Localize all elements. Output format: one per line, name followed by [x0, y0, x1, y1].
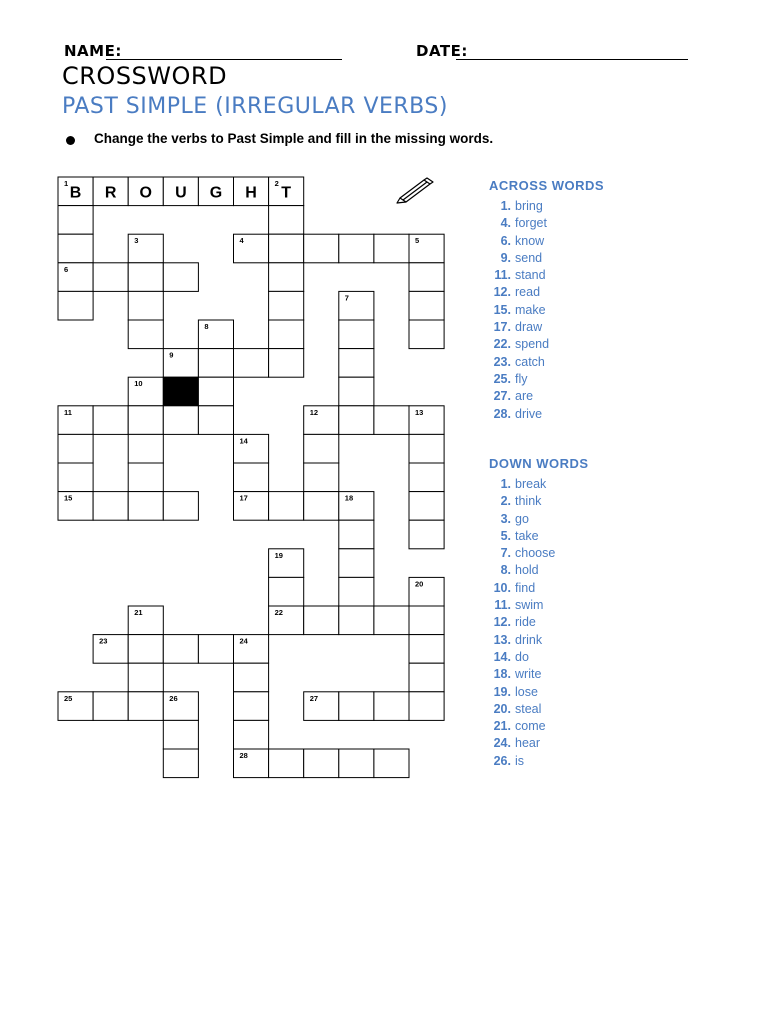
clue-number: 4.	[500, 216, 511, 231]
cell-number: 12	[309, 407, 319, 417]
down-clue-item	[489, 684, 555, 701]
crossword-cell[interactable]	[339, 377, 374, 406]
down-clue-item	[489, 528, 555, 545]
crossword-cell[interactable]	[304, 749, 339, 778]
clue-number: 12.	[493, 615, 511, 630]
down-clue-item	[489, 701, 555, 718]
down-clue-item	[489, 493, 555, 510]
cell-number: 21	[134, 608, 143, 617]
down-clue-item	[489, 735, 555, 752]
cell-number: 4	[239, 236, 244, 246]
clue-word: write	[515, 667, 542, 682]
cell-number: 6	[64, 264, 69, 274]
clue-number: 9.	[500, 250, 511, 265]
page-subtitle: PAST SIMPLE (IRREGULAR VERBS)	[62, 94, 448, 119]
crossword-cell[interactable]	[339, 520, 374, 549]
down-heading: DOWN WORDS	[489, 456, 589, 471]
clue-number: 11.	[494, 268, 511, 283]
down-clue-list	[489, 476, 555, 770]
crossword-cell[interactable]	[163, 263, 198, 292]
crossword-cell[interactable]	[163, 720, 198, 749]
across-clue-item	[489, 250, 549, 267]
clue-word: ride	[515, 615, 536, 630]
cell-letter: R	[104, 184, 117, 202]
clue-word: read	[515, 285, 541, 300]
clue-word: stand	[515, 268, 546, 283]
cell-number: 3	[134, 236, 139, 246]
crossword-cell[interactable]	[409, 663, 444, 692]
cell-letter: G	[209, 184, 223, 202]
crossword-cell[interactable]	[409, 635, 444, 664]
down-clue-item	[489, 753, 555, 770]
cell-number: 11	[64, 407, 72, 417]
clue-word: make	[515, 302, 546, 317]
clue-number: 19.	[493, 684, 511, 699]
clue-number: 20.	[493, 701, 511, 716]
crossword-cell[interactable]	[409, 291, 444, 320]
clue-number: 27.	[493, 389, 511, 404]
cell-number: 13	[415, 407, 424, 417]
cell-number: 15	[64, 493, 73, 503]
crossword-cell[interactable]	[58, 234, 93, 263]
clue-word: is	[515, 753, 525, 768]
crossword-cell[interactable]	[339, 577, 374, 606]
crossword-cell[interactable]	[339, 549, 374, 578]
clue-word: draw	[515, 320, 543, 335]
date-label: DATE:	[416, 42, 468, 60]
clue-word: spend	[515, 337, 550, 352]
across-clue-list	[489, 198, 549, 423]
clue-number: 7.	[500, 546, 511, 561]
cell-number: 17	[239, 493, 248, 503]
crossword-cell[interactable]	[163, 749, 198, 778]
crossword-cell[interactable]	[269, 349, 304, 378]
crossword-cell[interactable]	[58, 206, 93, 235]
crossword-cell[interactable]	[128, 463, 163, 492]
crossword-cell[interactable]	[163, 635, 198, 664]
across-heading: ACROSS WORDS	[489, 178, 605, 193]
cell-number: 24	[239, 636, 248, 646]
down-clue-item	[489, 580, 555, 597]
clue-word: hear	[515, 736, 541, 751]
clue-number: 23.	[493, 354, 511, 369]
cell-number: 20	[415, 579, 424, 589]
clue-number: 1.	[500, 199, 511, 213]
crossword-cell[interactable]	[409, 320, 444, 349]
clue-number: 14.	[493, 649, 511, 664]
clue-word: come	[515, 719, 546, 734]
crossword-cell[interactable]	[339, 749, 374, 778]
clue-number: 5.	[500, 528, 511, 543]
cell-number: 9	[169, 350, 174, 360]
crossword-cell[interactable]	[374, 606, 409, 635]
crossword-cell[interactable]	[234, 720, 269, 749]
crossword-cell[interactable]	[128, 492, 163, 521]
crossword-cell[interactable]	[128, 692, 163, 721]
cell-letter: T	[281, 184, 292, 202]
crossword-cell[interactable]	[269, 263, 304, 292]
cell-number: 23	[99, 636, 108, 646]
cell-number: 1	[64, 179, 69, 188]
crossword-cell[interactable]	[269, 234, 304, 263]
clue-word: drive	[515, 406, 543, 421]
cell-number: 2	[274, 179, 279, 188]
clue-word: know	[515, 233, 545, 248]
crossword-cell[interactable]	[409, 606, 444, 635]
page-title: CROSSWORD	[62, 62, 228, 90]
down-clue-item	[489, 666, 555, 683]
clue-word: hold	[515, 563, 539, 578]
clue-number: 26.	[493, 753, 511, 768]
crossword-cell[interactable]	[269, 577, 304, 606]
clue-number: 15.	[493, 302, 511, 317]
across-clue-item	[489, 354, 549, 371]
clue-number: 21.	[493, 719, 511, 734]
crossword-cell[interactable]	[128, 663, 163, 692]
clue-word: fly	[515, 371, 528, 386]
crossword-cell[interactable]	[93, 263, 128, 292]
down-clue-item	[489, 614, 555, 631]
crossword-cell[interactable]	[234, 663, 269, 692]
clue-number: 18.	[493, 667, 511, 682]
crossword-cell[interactable]	[93, 406, 128, 435]
cell-letter: O	[139, 184, 152, 202]
cell-number: 26	[169, 693, 178, 703]
clue-number: 2.	[500, 494, 511, 509]
crossword-cell[interactable]	[198, 406, 233, 435]
down-clue-item	[489, 545, 555, 562]
cell-letter: U	[175, 184, 187, 202]
name-label: NAME:	[64, 42, 122, 60]
clue-word: choose	[515, 546, 556, 561]
crossword-cell[interactable]	[58, 291, 93, 320]
crossword-cell[interactable]	[339, 606, 374, 635]
cell-number: 22	[274, 608, 283, 617]
clue-number: 10.	[493, 580, 511, 595]
across-clue-item	[489, 302, 549, 319]
across-clue-item	[489, 198, 549, 215]
cell-number: 19	[274, 550, 283, 560]
cell-number: 28	[239, 751, 248, 760]
clue-word: send	[515, 250, 543, 265]
cell-number: 7	[344, 293, 349, 303]
cell-number: 27	[309, 693, 319, 703]
down-clue-item	[489, 511, 555, 528]
crossword-cell[interactable]	[234, 692, 269, 721]
crossword-cell[interactable]	[128, 291, 163, 320]
crossword-cell[interactable]	[128, 635, 163, 664]
across-clue-item	[489, 371, 549, 388]
clue-word: drink	[515, 632, 543, 647]
crossword-cell[interactable]	[198, 377, 233, 406]
clue-number: 22.	[493, 337, 511, 352]
crossword-cell[interactable]	[128, 320, 163, 349]
clue-word: think	[515, 494, 542, 509]
across-clue-item	[489, 215, 549, 232]
clue-word: take	[515, 528, 539, 543]
crossword-cell[interactable]	[304, 434, 339, 463]
crossword-cell[interactable]	[128, 434, 163, 463]
down-clue-item	[489, 649, 555, 666]
crossword-cell[interactable]	[409, 492, 444, 521]
crossword-cell[interactable]	[409, 263, 444, 292]
cell-number: 14	[239, 436, 248, 446]
crossword-cell[interactable]	[339, 320, 374, 349]
down-clue-item	[489, 632, 555, 649]
crossword-cell[interactable]	[269, 320, 304, 349]
crossword-cell[interactable]	[304, 234, 339, 263]
clue-number: 1.	[500, 477, 511, 491]
clue-word: bring	[515, 199, 543, 213]
crossword-cell[interactable]	[374, 234, 409, 263]
across-clue-item	[489, 284, 549, 301]
clue-word: lose	[515, 684, 538, 699]
crossword-cell[interactable]	[409, 463, 444, 492]
clue-number: 25.	[493, 371, 511, 386]
crossword-cell[interactable]	[269, 206, 304, 235]
crossword-cell[interactable]	[339, 406, 374, 435]
crossword-cell[interactable]	[163, 406, 198, 435]
crossword-cell[interactable]	[234, 463, 269, 492]
clue-word: catch	[515, 354, 545, 369]
clue-word: are	[515, 389, 534, 404]
crossword-cell[interactable]	[339, 349, 374, 378]
crossword-cell[interactable]	[198, 635, 233, 664]
across-clue-item	[489, 388, 549, 405]
crossword-cell[interactable]	[128, 406, 163, 435]
crossword-cell[interactable]	[409, 434, 444, 463]
clue-number: 13.	[493, 632, 511, 647]
cell-number: 10	[134, 379, 143, 389]
cell-number: 5	[415, 236, 420, 246]
crossword-cell[interactable]	[304, 492, 339, 521]
clue-number: 8.	[500, 563, 511, 578]
clue-number: 24.	[493, 736, 511, 751]
crossword-cell[interactable]	[374, 749, 409, 778]
clue-number: 17.	[493, 320, 511, 335]
cell-number: 25	[64, 693, 73, 703]
across-clue-item	[489, 233, 549, 250]
crossword-cell[interactable]	[234, 349, 269, 378]
crossword-cell[interactable]	[304, 606, 339, 635]
clue-word: forget	[515, 216, 547, 231]
crossword-cell[interactable]	[269, 492, 304, 521]
crossword-cell[interactable]	[269, 291, 304, 320]
across-clue-item	[489, 319, 549, 336]
down-clue-item	[489, 562, 555, 579]
crossword-cell[interactable]	[409, 692, 444, 721]
crossword-cell[interactable]	[269, 749, 304, 778]
clue-number: 28.	[493, 406, 511, 421]
clue-word: break	[515, 477, 547, 491]
down-clue-item	[489, 718, 555, 735]
clue-number: 12.	[493, 285, 511, 300]
crossword-cell[interactable]	[339, 234, 374, 263]
crossword-cell[interactable]	[58, 434, 93, 463]
cell-number: 8	[204, 322, 209, 331]
instruction-text: Change the verbs to Past Simple and fill in the missing words.	[94, 131, 494, 146]
crossword-cell[interactable]	[374, 692, 409, 721]
crossword-cell[interactable]	[93, 692, 128, 721]
clue-word: find	[515, 580, 536, 595]
crossword-cell[interactable]	[163, 492, 198, 521]
across-clue-item	[489, 406, 549, 423]
clue-number: 6.	[500, 233, 511, 248]
down-clue-item	[489, 476, 555, 493]
clue-word: go	[515, 511, 529, 526]
crossword-cell[interactable]	[409, 520, 444, 549]
clue-word: steal	[515, 701, 542, 716]
across-clue-item	[489, 336, 549, 353]
clue-word: swim	[515, 598, 544, 613]
crossword-cell[interactable]	[304, 463, 339, 492]
clue-word: do	[515, 649, 529, 664]
crossword-cell[interactable]	[339, 692, 374, 721]
across-clue-item	[489, 267, 549, 284]
cell-number: 18	[344, 493, 354, 503]
cell-letter: H	[245, 184, 257, 202]
down-clue-item	[489, 597, 555, 614]
crossword-cell[interactable]	[93, 492, 128, 521]
cell-letter: B	[69, 184, 82, 202]
crossword-cell[interactable]	[128, 263, 163, 292]
black-cell	[163, 377, 198, 406]
clue-number: 3.	[500, 511, 511, 526]
clue-number: 11.	[494, 598, 511, 613]
crossword-cell[interactable]	[58, 463, 93, 492]
crossword-cell[interactable]	[374, 406, 409, 435]
crossword-cell[interactable]	[198, 349, 233, 378]
